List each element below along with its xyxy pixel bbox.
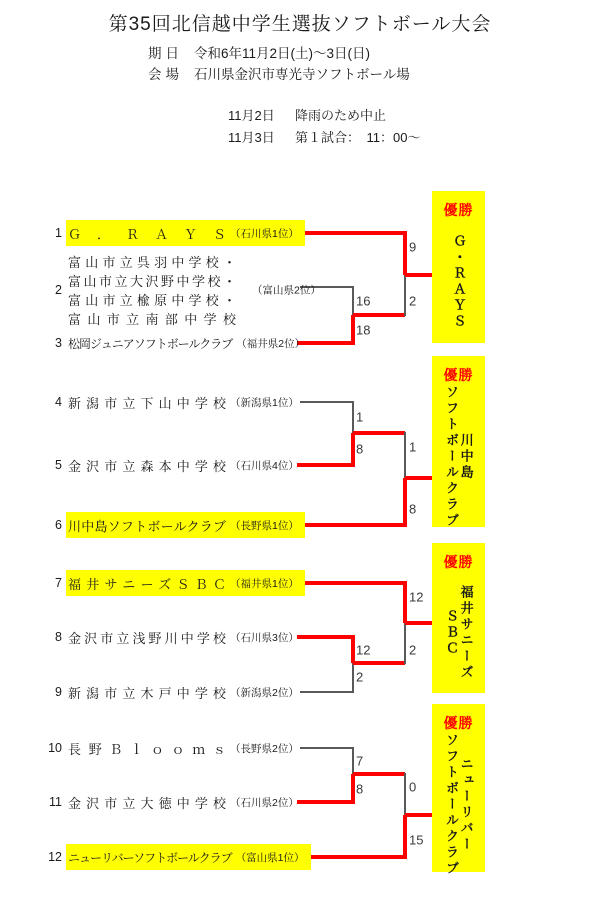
match-score: 7 [356, 753, 364, 769]
match-score: 12 [356, 642, 371, 658]
champion-box [432, 543, 485, 693]
team-name-line: 富山市立大沢野中学校・ [68, 274, 236, 289]
team-row [66, 735, 305, 761]
team-row [66, 389, 305, 415]
bracket-entry-row [40, 220, 305, 246]
team-row [66, 330, 311, 356]
entry-number: 2 [55, 283, 62, 297]
bracket-entry-row [40, 789, 305, 815]
seed-label: （石川県3位） [230, 631, 299, 644]
champion-name-column: Ｇ・ＲＡＹＳ [451, 233, 467, 330]
champion-name-column: ＳＢＣ [444, 608, 459, 657]
match-score: 0 [409, 779, 417, 795]
seed-label: （長野県1位） [230, 519, 299, 532]
champion-team-name [432, 220, 485, 343]
champion-box [432, 704, 485, 877]
seed-label: （富山県1位） [235, 851, 305, 864]
match-score: 1 [409, 439, 417, 455]
bracket-entry-row [40, 389, 305, 415]
entry-number: 3 [55, 336, 62, 350]
champion-team-name [432, 385, 485, 529]
note-day: 11月2日 [228, 108, 275, 123]
page-title: 第35回北信越中学生選抜ソフトボール大会 [108, 14, 492, 35]
champion-label: 優勝 [443, 202, 474, 218]
seed-label: （石川県4位） [230, 459, 299, 472]
team-name: 金沢市立森本中学校 [68, 458, 226, 474]
match-score: 2 [356, 669, 364, 685]
team-highlight [66, 570, 305, 596]
team-name-group [66, 252, 321, 328]
bracket-entry-row [40, 330, 311, 356]
champion-team-name [432, 572, 485, 693]
match-score: 16 [356, 293, 371, 309]
bracket-entry-row [40, 252, 321, 328]
entry-number: 10 [48, 741, 62, 755]
champion-name-column: 川中島 [458, 433, 474, 481]
team-row [66, 624, 305, 650]
match-score: 8 [356, 781, 364, 797]
team-name: 福井サニーズＳＢＣ [68, 576, 226, 592]
seed-label: （富山県2位） [252, 284, 321, 297]
bracket-entry-row [40, 624, 305, 650]
team-name: 新潟市立下山中学校 [68, 395, 226, 411]
champion-label: 優勝 [443, 554, 474, 570]
match-score: 12 [409, 589, 424, 605]
note-day: 11月3日 [228, 130, 275, 145]
team-row [66, 452, 305, 478]
entry-number: 7 [55, 576, 62, 590]
team-name: 川中島ソフトボールクラブ [68, 518, 226, 534]
seed-label: （福井県1位） [230, 577, 299, 590]
bracket-entry-row [40, 452, 305, 478]
champion-label: 優勝 [443, 715, 474, 731]
team-name: 松岡ジュニアソフトボールクラブ [68, 336, 233, 351]
team-name: 長野Ｂｌｏｏｍｓ [68, 741, 226, 757]
champion-label: 優勝 [443, 367, 474, 383]
champion-box [432, 191, 485, 343]
team-name: ニューリバーソフトボールクラブ [68, 850, 232, 865]
team-name-line: 富山市立呉羽中学校・ [68, 255, 236, 270]
bracket-entry-row [40, 512, 305, 538]
seed-label: （石川県2位） [230, 796, 299, 809]
match-score: 8 [409, 501, 417, 517]
note-text: 降雨のため中止 [295, 108, 387, 123]
date-value: 令和6年11月2日(土)～3日(日) [194, 46, 371, 61]
team-row [66, 789, 305, 815]
entry-number: 1 [55, 226, 62, 240]
team-name-line: 富山市立楡原中学校・ [68, 293, 236, 308]
match-score: 2 [409, 642, 417, 658]
match-score: 2 [409, 293, 417, 309]
seed-label: （新潟県1位） [230, 396, 299, 409]
match-score: 8 [356, 441, 364, 457]
team-highlight [66, 844, 311, 870]
team-name: 金沢市立大徳中学校 [68, 795, 226, 811]
match-score: 1 [356, 409, 364, 425]
bracket-entry-row [40, 570, 305, 596]
champion-name-column: ニューリバー [458, 757, 474, 853]
entry-number: 5 [55, 458, 62, 472]
team-name-line: 富山市立南部中学校 [68, 312, 236, 327]
seed-label: （福井県2位） [236, 337, 306, 350]
bracket-entry-row [40, 679, 305, 705]
date-label: 期日 [148, 46, 183, 61]
team-highlight [66, 512, 305, 538]
team-row [66, 679, 305, 705]
match-score: 9 [409, 239, 417, 255]
entry-number: 6 [55, 518, 62, 532]
champion-name-column: ソフトボールクラブ [444, 733, 459, 877]
champion-name-column: 福井サニーズ [458, 584, 474, 681]
team-highlight [66, 220, 305, 246]
bracket-entry-row [40, 735, 305, 761]
team-name: 金沢市立浅野川中学校 [68, 630, 226, 646]
note-text: 第１試合： 11：00～ [295, 130, 421, 145]
team-name: 新潟市立木戸中学校 [68, 685, 226, 701]
venue-label: 会場 [148, 67, 183, 82]
entry-number: 4 [55, 395, 62, 409]
entry-number: 8 [55, 630, 62, 644]
entry-number: 12 [48, 850, 62, 864]
seed-label: （長野県2位） [230, 742, 299, 755]
champion-name-column: ソフトボールクラブ [444, 385, 459, 529]
entry-number: 9 [55, 685, 62, 699]
entry-number: 11 [49, 795, 62, 809]
champion-team-name [432, 733, 485, 877]
match-score: 18 [356, 322, 371, 338]
venue-value: 石川県金沢市専光寺ソフトボール場 [194, 67, 410, 82]
team-name: Ｇ．ＲＡＹＳ [68, 226, 226, 242]
seed-label: （新潟県2位） [230, 686, 299, 699]
seed-label: （石川県1位） [230, 227, 299, 240]
match-score: 15 [409, 832, 424, 848]
bracket-entry-row [40, 844, 311, 870]
champion-box [432, 356, 485, 527]
